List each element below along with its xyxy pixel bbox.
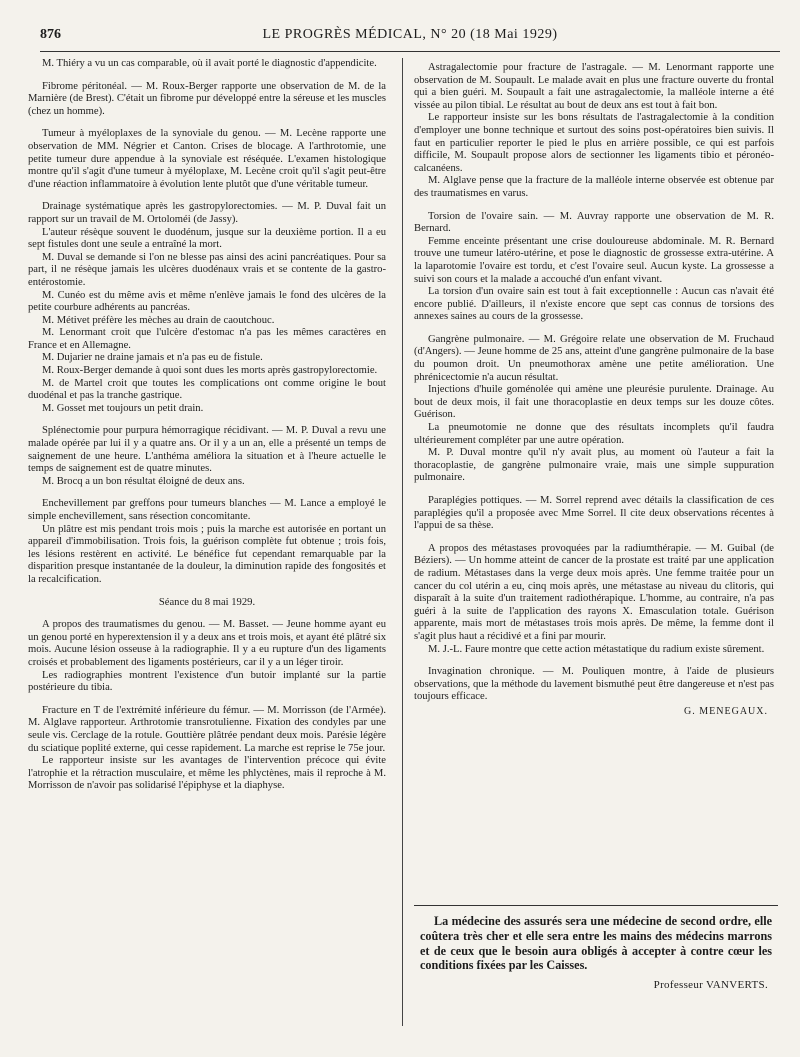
right-column xyxy=(414,62,774,729)
quote-box xyxy=(414,905,778,1028)
journal-title: LE PROGRÈS MÉDICAL, N° 20 (18 Mai 1929) xyxy=(262,27,558,42)
astragalectomie-section xyxy=(414,62,774,201)
paragraph: M. Dujarier ne draine jamais et n'a pas eu de fistule. xyxy=(42,352,263,364)
quote-author: Professeur VANVERTS. xyxy=(653,979,768,992)
tumeur-section xyxy=(28,128,386,191)
paragraph: A propos des métastases provoquées par la radiumthérapie. — M. Guibal (de Béziers). — Un homme atteint de cancer de la prostate est traité par une application de radium. Métastases dans la verge deux mois après. Une femme traitée pour un cancer du col utérin a eu, cinq mois après, une métastase au niveau du clitoris, qui disparaît à la suite d'un traitement radiothérapique. L'homme, au contraire, n'a pas guéri à la suite de l'application des rayons X. Emasculation totale. Guérison apparente, mais mort de métastases trois mois après. De même, la femme dont il s'agit plus haut a récidivé et a fini par mourir. xyxy=(414,542,774,642)
paragraph: Tumeur à myéloplaxes de la synoviale du genou. — M. Lecène rapporte une observation de MM. Négrier et Canton. Crises de blocage. A l'arthrotomie, une petite tumeur dure appendue à la synoviale est réséquée. L'examen histologique montre qu'il s'agit d'une tumeur à myéloplaxe, M. Lecène croit qu'il s'agit peut-être d'une réaction inflammatoire à évolution lente plutôt que d'une véritable tumeur. xyxy=(28,128,386,190)
author-signature: G. MENEGAUX. xyxy=(684,705,768,717)
paragraph: Gangrène pulmonaire. — M. Grégoire relate une observation de M. Fruchaud (d'Angers). — Jeune homme de 25 ans, atteint d'une gangrène pulmonaire de la base du poumon droit. Un pneumothorax amène une petite amélioration. Une phrénicectomie n'a aucun résultat. xyxy=(414,333,774,383)
paragraph: Le rapporteur insiste sur les avantages de l'intervention précoce qui évite l'atrophie et la rétraction musculaire, et même les phlyctènes, mais il reproche à M. Morrisson de n'avoir pas solidarisé l'épiphyse et la diaphyse. xyxy=(28,755,386,792)
quote-text: La médecine des assurés sera une médecine de second ordre, elle coûtera très cher et elle sera entre les mains des médecins marrons et de ceux que le besoin aura obligés à accepter à contre cœur les conditions fixées par les Caisses. xyxy=(420,914,772,973)
paragraph: Fibrome péritonéal. — M. Roux-Berger rapporte une observation de M. de la Marnière (de Brest). C'était un fibrome pur développé entre la séreuse et les muscles (chez un homme). xyxy=(28,80,386,117)
page-number: 876 xyxy=(40,27,61,42)
paragraph: Torsion de l'ovaire sain. — M. Auvray rapporte une observation de M. R. Bernard. xyxy=(414,210,774,235)
paragraph: Enchevillement par greffons pour tumeurs blanches — M. Lance a employé le simple enchevillement, sans résection concomitante. xyxy=(28,498,386,522)
paragraph: M. Alglave pense que la fracture de la malléole interne observée est obtenue par des traumatismes en varus. xyxy=(414,175,774,199)
fracture-section xyxy=(28,705,386,793)
paragraph: M. Métivet préfère les mèches au drain de caoutchouc. xyxy=(42,314,275,326)
torsion-section xyxy=(414,211,774,324)
fibrome-section xyxy=(28,81,386,119)
paragraph: Un plâtre est mis pendant trois mois ; puis la marche est autorisée en portant un appareil d'immobilisation. Trois fois, la guérison complète fut obtenue ; trois fois, les lésions restèrent en activité. Le bénéfice fut cependant remarquable par la disparition presque instantanée de la douleur, la diminution rapide des fongosités et la recalcification. xyxy=(28,523,386,585)
paragraph: Splénectomie pour purpura hémorragique récidivant. — M. P. Duval a revu une malade opérée par lui il y a quatre ans. Or il y a un an, elle a présenté un temps de saignement de une heure. L'anthéma améliora la situation et à l'heure actuelle le temps de saignement est de quatre minutes. xyxy=(28,425,386,475)
splenectomie-section xyxy=(28,425,386,488)
paragraph: M. Thiéry a vu un cas comparable, où il avait porté le diagnostic d'appendicite. xyxy=(42,58,377,69)
paragraph: M. Brocq a un bon résultat éloigné de deux ans. xyxy=(42,475,245,487)
traumatismes-section xyxy=(28,619,386,695)
paragraph: L'auteur résèque souvent le duodénum, jusque sur la deuxième portion. Il a eu sept fistules dont une seule a entraîné la mort. xyxy=(28,226,386,251)
paragraph: La pneumotomie ne donne que des résultats incomplets qu'il faudra ultérieurement compléter par une autre opération. xyxy=(414,422,774,446)
paragraph: Invagination chronique. — M. Pouliquen montre, à l'aide de plusieurs observations, que la méthode du lavement bismuthé peut être dangereuse et n'est pas toujours efficace. xyxy=(414,666,774,703)
paragraph: Le rapporteur insiste sur les bons résultats de l'astragalectomie à la condition d'employer une bonne technique et surtout des soins post-opératoires bien suivis. Il faut en particulier reporter le pied le plus en arrière possible, ce qui est parfois difficile, M. Soupault propose alors de sectionner les ligaments tibio et péronéo-calcanéens. xyxy=(414,112,774,174)
paragraph: M. de Martel croit que toutes les complications ont comme origine le bout duodénal et pas la tranche gastrique. xyxy=(28,377,386,402)
paragraph: M. Cunéo est du même avis et même n'enlève jamais le fond des ulcères de la petite courbure adhérents au pancréas. xyxy=(28,289,386,314)
paragraph: Fracture en T de l'extrémité inférieure du fémur. — M. Morrisson (de l'Armée). M. Alglave rapporteur. Arthrotomie transrotulienne. Fixation des condyles par une seule vis. Cerclage de la rotule. Gouttière plâtrée pendant deux mois. Parésie légère du sciatique poplité externe, qui cesse rapidement. La marche est reprise le 75e jour. xyxy=(28,704,386,754)
paragraph: Injections d'huile goménolée qui amène une pleurésie purulente. Drainage. Au bout de deux mois, il fait une thoracoplastie en deux temps sur les douze côtes. Guérison. xyxy=(414,384,774,421)
enchevillement-section xyxy=(28,498,386,586)
paragraph: Les radiographies montrent l'existence d'un butoir implanté sur la partie postérieure du tibia. xyxy=(28,669,386,694)
paragraph: M. Roux-Berger demande à quoi sont dues les morts après gastropylorectomie. xyxy=(42,365,378,377)
left-column xyxy=(28,58,386,803)
gangrene-section xyxy=(414,334,774,485)
paraplegies-section xyxy=(414,495,774,533)
paragraph: La torsion d'un ovaire sain est tout à fait exceptionnelle : Aucun cas n'avait été encore publié. D'ailleurs, il n'existe encore que sept cas connus de torsions des annexes saines au cours de la grossesse. xyxy=(414,286,774,323)
paragraph: M. P. Duval montre qu'il n'y avait plus, au moment où l'auteur a fait la thoracoplastie, de gangrène pulmonaire vraie, mais une simple suppuration pulmonaire. xyxy=(414,447,774,484)
seance-heading: Séance du 8 mai 1929. xyxy=(158,596,256,608)
page-header xyxy=(40,25,780,52)
invagination-section xyxy=(414,666,774,718)
paragraph: Paraplégies pottiques. — M. Sorrel reprend avec détails la classification de ces paraplégies qu'il a proposée avec Mme Sorrel. Il cite deux observations récentes à l'appui de sa thèse. xyxy=(414,495,774,532)
metastases-section xyxy=(414,543,774,656)
drainage-section xyxy=(28,201,386,415)
paragraph: A propos des traumatismes du genou. — M. Basset. — Jeune homme ayant eu un genou porté en hyperextension il y a deux ans et trois mois, et ayant été plâtré six mois. Aucune lésion osseuse à la radiographie. Il y a eu rupture d'un des ligaments croisés et probablement des ligaments postérieurs, car il y a un léger tiroir. xyxy=(28,619,386,668)
paragraph: Drainage systématique après les gastropylorectomies. — M. P. Duval fait un rapport sur un travail de M. Ortoloméi (de Jassy). xyxy=(28,201,386,225)
paragraph: Femme enceinte présentant une crise douloureuse abdominale. M. R. Bernard trouve une tumeur latéro-utérine, et pose le diagnostic de grossesse extra-utérine. A la laparotomie l'ovaire est tordu, et c'est l'ovaire seul. Aucun kyste. La grossesse a suivi son cours et la malade a accouché d'un enfant vivant. xyxy=(414,235,774,285)
paragraph: M. J.-L. Faure montre que cette action métastatique du radium existe sûrement. xyxy=(428,643,765,655)
paragraph: M. Gosset met toujours un petit drain. xyxy=(42,402,204,414)
paragraph: Astragalectomie pour fracture de l'astragale. — M. Lenormant rapporte une observation de M. Soupault. Le malade avait en plus une fracture ouverte du frontal qui a bien guéri. M. Soupault a fait une astragalectomie, la malléole interne a été vissée au pilon tibial. Le résultat au bout de deux ans est tout à fait bon. xyxy=(414,62,774,111)
paragraph: M. Lenormant croit que l'ulcère d'estomac n'a pas les mêmes caractères en France et en Allemagne. xyxy=(28,327,386,351)
column-divider xyxy=(402,58,403,1026)
paragraph: M. Duval se demande si l'on ne blesse pas ainsi des acini pancréatiques. Pour sa part, il ne résèque jamais les ulcères duodénaux vrais et se contente de la gastro-entérostomie. xyxy=(28,251,386,288)
thiery-note xyxy=(28,58,386,71)
